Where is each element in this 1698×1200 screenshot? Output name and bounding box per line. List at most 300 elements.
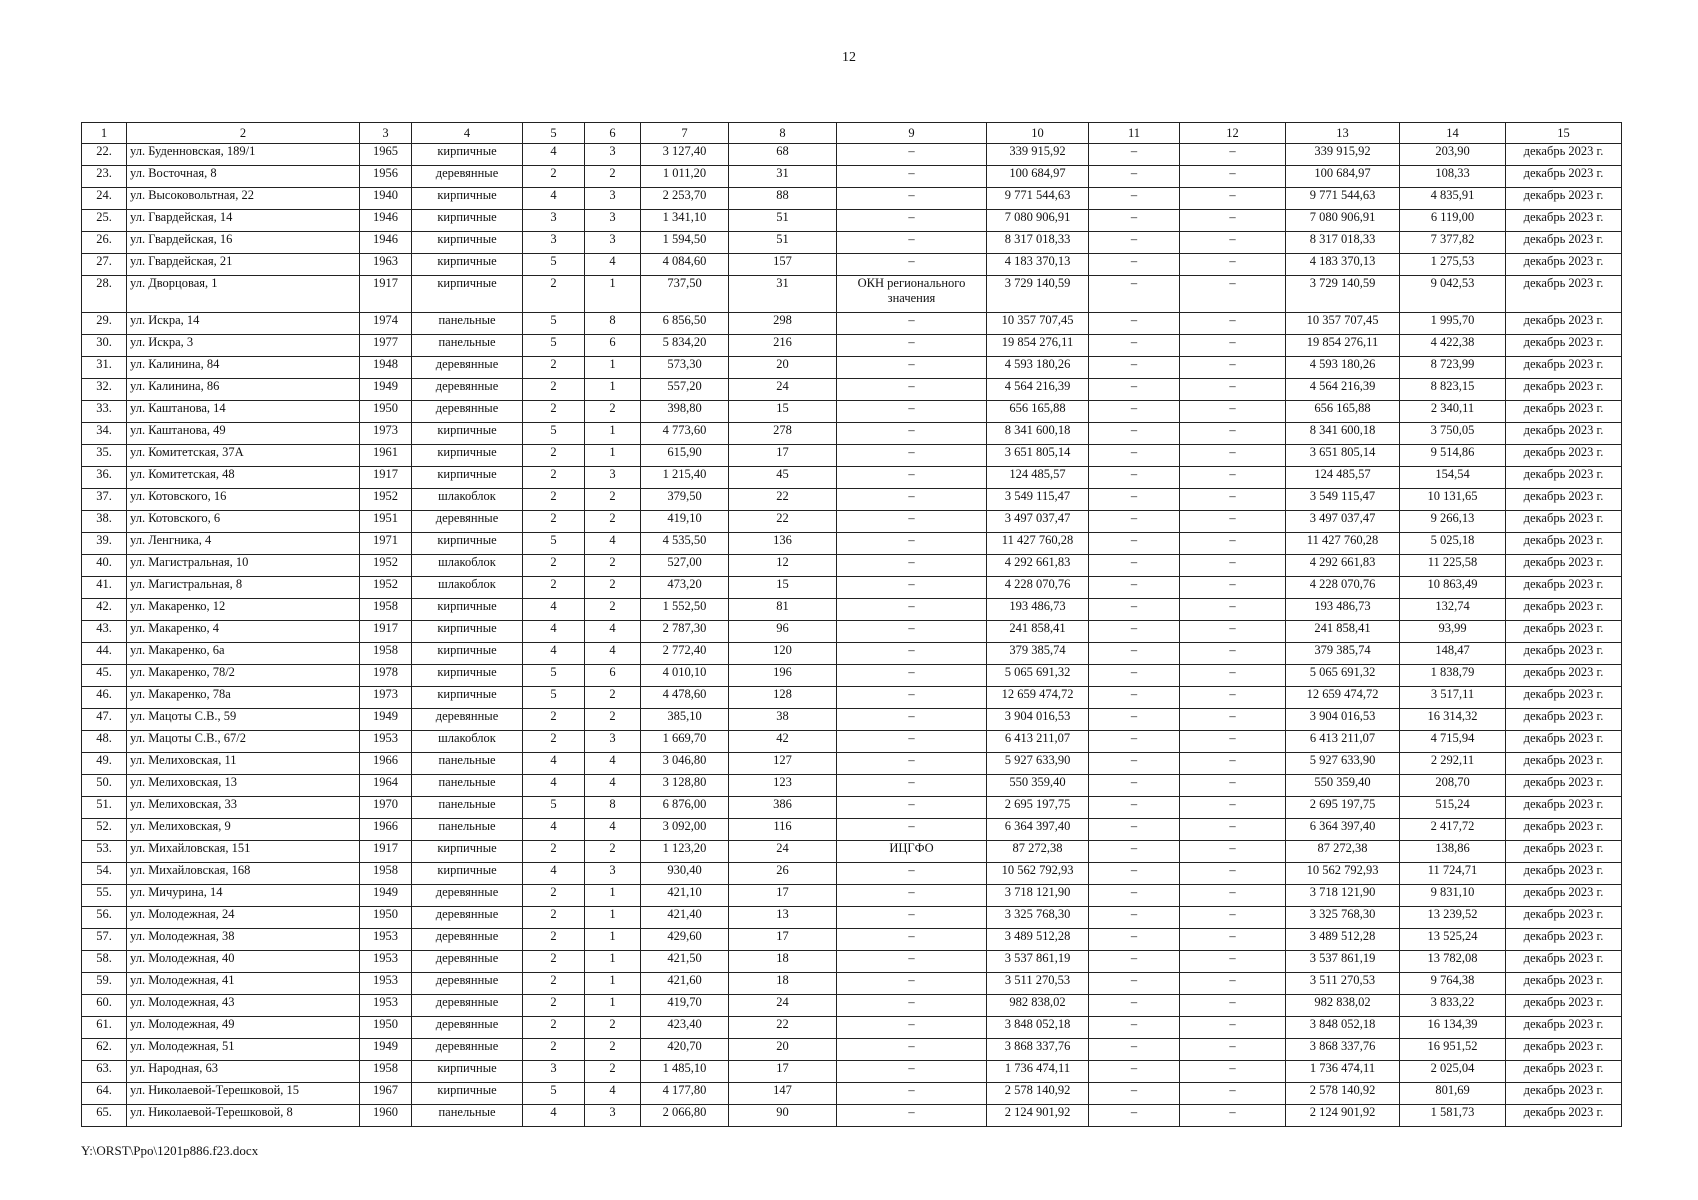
table-cell: 16 314,32	[1400, 709, 1506, 731]
table-row	[82, 533, 1622, 555]
table-row	[82, 665, 1622, 687]
table-row	[82, 555, 1622, 577]
table-row	[82, 995, 1622, 1017]
table-cell: –	[837, 144, 987, 166]
table-cell: 1953	[360, 973, 412, 995]
table-cell: 3 729 140,59	[1286, 276, 1400, 313]
table-cell: 13 239,52	[1400, 907, 1506, 929]
table-cell: –	[1089, 797, 1180, 819]
table-cell: 5	[523, 687, 585, 709]
table-cell: –	[837, 379, 987, 401]
table-cell: 44.	[82, 643, 127, 665]
table-cell: 4 228 070,76	[1286, 577, 1400, 599]
table-cell: 1951	[360, 511, 412, 533]
table-cell: 2	[523, 1039, 585, 1061]
column-header: 4	[412, 123, 523, 144]
table-cell: ул. Макаренко, 4	[127, 621, 360, 643]
table-cell: 4	[585, 775, 641, 797]
table-cell: –	[1180, 995, 1286, 1017]
table-cell: 1 594,50	[641, 232, 729, 254]
table-cell: 930,40	[641, 863, 729, 885]
table-cell: декабрь 2023 г.	[1506, 841, 1622, 863]
table-row	[82, 379, 1622, 401]
table-cell: 527,00	[641, 555, 729, 577]
table-cell: ул. Молодежная, 38	[127, 929, 360, 951]
table-cell: декабрь 2023 г.	[1506, 621, 1622, 643]
table-cell: 1977	[360, 335, 412, 357]
table-cell: декабрь 2023 г.	[1506, 254, 1622, 276]
table-cell: декабрь 2023 г.	[1506, 1083, 1622, 1105]
table-cell: ул. Котовского, 16	[127, 489, 360, 511]
table-header-row	[82, 123, 1622, 144]
table-cell: 3 497 037,47	[987, 511, 1089, 533]
table-cell: –	[837, 907, 987, 929]
table-cell: деревянные	[412, 1017, 523, 1039]
table-cell: –	[1089, 144, 1180, 166]
table-cell: декабрь 2023 г.	[1506, 577, 1622, 599]
table-cell: 339 915,92	[987, 144, 1089, 166]
table-cell: 31	[729, 276, 837, 313]
table-row	[82, 841, 1622, 863]
table-cell: –	[1089, 401, 1180, 423]
table-row	[82, 951, 1622, 973]
table-cell: 801,69	[1400, 1083, 1506, 1105]
table-cell: 8 317 018,33	[987, 232, 1089, 254]
file-path-footer: Y:\ORST\Ppo\1201p886.f23.docx	[81, 1143, 259, 1158]
table-cell: 1958	[360, 863, 412, 885]
table-cell: 5	[523, 254, 585, 276]
table-cell: 5	[523, 533, 585, 555]
table-cell: 6 876,00	[641, 797, 729, 819]
table-cell: 1946	[360, 210, 412, 232]
table-cell: 2	[585, 1061, 641, 1083]
table-cell: 2	[585, 511, 641, 533]
table-cell: ул. Гвардейская, 21	[127, 254, 360, 276]
table-cell: ул. Искра, 14	[127, 313, 360, 335]
table-cell: 68	[729, 144, 837, 166]
table-cell: 5 834,20	[641, 335, 729, 357]
table-cell: 1971	[360, 533, 412, 555]
table-cell: кирпичные	[412, 445, 523, 467]
table-cell: 5	[523, 665, 585, 687]
table-cell: кирпичные	[412, 1083, 523, 1105]
table-cell: –	[837, 929, 987, 951]
table-cell: ул. Макаренко, 78а	[127, 687, 360, 709]
table-cell: декабрь 2023 г.	[1506, 1017, 1622, 1039]
table-cell: –	[1089, 1039, 1180, 1061]
table-cell: 28.	[82, 276, 127, 313]
table-cell: 17	[729, 1061, 837, 1083]
table-cell: –	[837, 885, 987, 907]
table-row	[82, 599, 1622, 621]
table-cell: 385,10	[641, 709, 729, 731]
table-cell: кирпичные	[412, 423, 523, 445]
table-cell: 3 046,80	[641, 753, 729, 775]
column-header: 5	[523, 123, 585, 144]
table-cell: –	[1089, 775, 1180, 797]
table-cell: 203,90	[1400, 144, 1506, 166]
table-cell: ул. Мелиховская, 33	[127, 797, 360, 819]
table-cell: 8	[585, 313, 641, 335]
table-cell: 1956	[360, 166, 412, 188]
table-cell: 90	[729, 1105, 837, 1127]
table-cell: –	[1089, 1083, 1180, 1105]
table-cell: –	[837, 423, 987, 445]
table-cell: 8	[585, 797, 641, 819]
table-cell: 1958	[360, 643, 412, 665]
table-cell: 1966	[360, 753, 412, 775]
table-cell: –	[837, 1083, 987, 1105]
table-cell: –	[1089, 254, 1180, 276]
table-cell: 420,70	[641, 1039, 729, 1061]
table-cell: 34.	[82, 423, 127, 445]
table-cell: декабрь 2023 г.	[1506, 1039, 1622, 1061]
table-cell: 10 863,49	[1400, 577, 1506, 599]
table-cell: 1952	[360, 577, 412, 599]
table-cell: –	[1089, 951, 1180, 973]
table-cell: деревянные	[412, 885, 523, 907]
table-cell: 3	[585, 467, 641, 489]
table-row	[82, 401, 1622, 423]
table-cell: 4 773,60	[641, 423, 729, 445]
table-row	[82, 144, 1622, 166]
table-cell: 6 413 211,07	[1286, 731, 1400, 753]
table-cell: 1 123,20	[641, 841, 729, 863]
table-cell: 88	[729, 188, 837, 210]
table-cell: ОКН регионального значения	[837, 276, 987, 313]
table-cell: –	[1180, 1039, 1286, 1061]
column-header: 1	[82, 123, 127, 144]
table-row	[82, 621, 1622, 643]
table-cell: 37.	[82, 489, 127, 511]
table-cell: –	[1180, 643, 1286, 665]
table-cell: 132,74	[1400, 599, 1506, 621]
table-cell: 3	[585, 731, 641, 753]
table-cell: –	[837, 533, 987, 555]
column-header: 7	[641, 123, 729, 144]
table-cell: 3 127,40	[641, 144, 729, 166]
table-cell: 3 904 016,53	[1286, 709, 1400, 731]
table-cell: 24	[729, 379, 837, 401]
table-cell: 4	[585, 643, 641, 665]
table-cell: 398,80	[641, 401, 729, 423]
table-cell: 47.	[82, 709, 127, 731]
table-cell: ул. Мелиховская, 13	[127, 775, 360, 797]
table-cell: –	[837, 1017, 987, 1039]
table-row	[82, 232, 1622, 254]
table-cell: –	[1180, 907, 1286, 929]
table-cell: декабрь 2023 г.	[1506, 731, 1622, 753]
table-cell: 1	[585, 885, 641, 907]
table-cell: ул. Гвардейская, 14	[127, 210, 360, 232]
table-cell: 4	[523, 775, 585, 797]
table-cell: кирпичные	[412, 863, 523, 885]
column-header: 13	[1286, 123, 1400, 144]
table-cell: декабрь 2023 г.	[1506, 533, 1622, 555]
table-cell: ул. Высоковольтная, 22	[127, 188, 360, 210]
table-row	[82, 885, 1622, 907]
table-cell: –	[837, 166, 987, 188]
table-cell: –	[837, 401, 987, 423]
table-cell: 12 659 474,72	[987, 687, 1089, 709]
table-cell: –	[1089, 753, 1180, 775]
table-cell: 196	[729, 665, 837, 687]
table-cell: декабрь 2023 г.	[1506, 335, 1622, 357]
table-cell: 1 552,50	[641, 599, 729, 621]
column-header: 9	[837, 123, 987, 144]
table-cell: 1950	[360, 1017, 412, 1039]
table-cell: 5	[523, 1083, 585, 1105]
table-cell: 5 927 633,90	[987, 753, 1089, 775]
table-cell: ул. Михайловская, 168	[127, 863, 360, 885]
table-cell: ул. Мацоты С.В., 59	[127, 709, 360, 731]
table-cell: 421,10	[641, 885, 729, 907]
table-cell: –	[1180, 1017, 1286, 1039]
table-cell: 10 357 707,45	[1286, 313, 1400, 335]
table-cell: 339 915,92	[1286, 144, 1400, 166]
table-row	[82, 313, 1622, 335]
table-cell: 2 124 901,92	[987, 1105, 1089, 1127]
table-cell: ул. Молодежная, 41	[127, 973, 360, 995]
table-cell: 557,20	[641, 379, 729, 401]
table-cell: деревянные	[412, 709, 523, 731]
table-cell: 2	[585, 841, 641, 863]
table-cell: 108,33	[1400, 166, 1506, 188]
table-row	[82, 1105, 1622, 1127]
table-cell: –	[837, 599, 987, 621]
table-cell: 45.	[82, 665, 127, 687]
table-row	[82, 819, 1622, 841]
table-cell: 9 771 544,63	[1286, 188, 1400, 210]
table-cell: 23.	[82, 166, 127, 188]
table-cell: 31	[729, 166, 837, 188]
table-cell: ул. Котовского, 6	[127, 511, 360, 533]
table-cell: 4 292 661,83	[1286, 555, 1400, 577]
table-cell: 1	[585, 929, 641, 951]
table-cell: 3 848 052,18	[1286, 1017, 1400, 1039]
table-cell: –	[1180, 166, 1286, 188]
table-cell: –	[1180, 951, 1286, 973]
table-cell: деревянные	[412, 929, 523, 951]
table-cell: 46.	[82, 687, 127, 709]
table-cell: 2	[585, 555, 641, 577]
table-row	[82, 489, 1622, 511]
table-cell: 81	[729, 599, 837, 621]
table-cell: ул. Молодежная, 49	[127, 1017, 360, 1039]
table-cell: 1965	[360, 144, 412, 166]
table-cell: 1	[585, 379, 641, 401]
table-cell: –	[1180, 599, 1286, 621]
table-cell: 4 564 216,39	[987, 379, 1089, 401]
table-cell: декабрь 2023 г.	[1506, 665, 1622, 687]
table-cell: 2 124 901,92	[1286, 1105, 1400, 1127]
table-cell: 27.	[82, 254, 127, 276]
table-cell: декабрь 2023 г.	[1506, 929, 1622, 951]
table-cell: 1950	[360, 401, 412, 423]
table-cell: 1966	[360, 819, 412, 841]
table-cell: –	[1180, 709, 1286, 731]
table-cell: –	[1089, 489, 1180, 511]
table-cell: 3 833,22	[1400, 995, 1506, 1017]
table-cell: –	[837, 555, 987, 577]
table-cell: –	[837, 995, 987, 1017]
table-cell: –	[1089, 687, 1180, 709]
table-cell: 8 723,99	[1400, 357, 1506, 379]
table-cell: –	[1180, 467, 1286, 489]
table-cell: –	[837, 577, 987, 599]
table-cell: –	[1089, 841, 1180, 863]
table-cell: –	[1180, 775, 1286, 797]
table-cell: ул. Макаренко, 78/2	[127, 665, 360, 687]
table-cell: деревянные	[412, 166, 523, 188]
table-cell: 5 025,18	[1400, 533, 1506, 555]
table-cell: декабрь 2023 г.	[1506, 951, 1622, 973]
table-cell: декабрь 2023 г.	[1506, 885, 1622, 907]
table-cell: 2	[523, 379, 585, 401]
table-cell: 29.	[82, 313, 127, 335]
table-cell: деревянные	[412, 379, 523, 401]
table-cell: 1 215,40	[641, 467, 729, 489]
table-cell: 1958	[360, 599, 412, 621]
table-cell: –	[1089, 731, 1180, 753]
table-cell: 9 771 544,63	[987, 188, 1089, 210]
table-cell: 2	[523, 555, 585, 577]
table-row	[82, 467, 1622, 489]
table-cell: 1 011,20	[641, 166, 729, 188]
table-cell: 1	[585, 995, 641, 1017]
table-cell: 3 489 512,28	[987, 929, 1089, 951]
table-cell: –	[1089, 577, 1180, 599]
table-row	[82, 276, 1622, 313]
table-cell: 1 736 474,11	[987, 1061, 1089, 1083]
table-cell: 1	[585, 423, 641, 445]
table-cell: –	[1089, 335, 1180, 357]
table-cell: –	[1089, 313, 1180, 335]
table-cell: 24	[729, 841, 837, 863]
table-cell: –	[1089, 643, 1180, 665]
table-cell: 35.	[82, 445, 127, 467]
table-row	[82, 357, 1622, 379]
table-cell: 120	[729, 643, 837, 665]
table-cell: 3 128,80	[641, 775, 729, 797]
table-cell: кирпичные	[412, 599, 523, 621]
table-cell: 15	[729, 577, 837, 599]
table-cell: 4 228 070,76	[987, 577, 1089, 599]
table-cell: 2 578 140,92	[987, 1083, 1089, 1105]
table-cell: кирпичные	[412, 841, 523, 863]
table-cell: 1960	[360, 1105, 412, 1127]
table-cell: ул. Молодежная, 43	[127, 995, 360, 1017]
table-cell: ул. Ленгника, 4	[127, 533, 360, 555]
table-cell: –	[1089, 276, 1180, 313]
table-cell: –	[837, 621, 987, 643]
table-cell: 9 831,10	[1400, 885, 1506, 907]
table-cell: 4	[523, 1105, 585, 1127]
table-cell: 982 838,02	[1286, 995, 1400, 1017]
table-cell: 3 092,00	[641, 819, 729, 841]
table-cell: 2	[523, 489, 585, 511]
table-cell: 2 578 140,92	[1286, 1083, 1400, 1105]
table-cell: 2	[585, 401, 641, 423]
table-cell: деревянные	[412, 907, 523, 929]
table-cell: 18	[729, 973, 837, 995]
table-cell: ул. Комитетская, 37А	[127, 445, 360, 467]
table-cell: декабрь 2023 г.	[1506, 144, 1622, 166]
table-cell: –	[1089, 929, 1180, 951]
table-row	[82, 1061, 1622, 1083]
table-cell: –	[837, 863, 987, 885]
table-cell: –	[837, 188, 987, 210]
table-cell: кирпичные	[412, 210, 523, 232]
table-cell: панельные	[412, 1105, 523, 1127]
table-row	[82, 423, 1622, 445]
table-cell: 3 718 121,90	[1286, 885, 1400, 907]
table-cell: 4	[585, 621, 641, 643]
table-cell: –	[1089, 665, 1180, 687]
table-cell: 58.	[82, 951, 127, 973]
table-cell: 3 325 768,30	[987, 907, 1089, 929]
table-cell: 6	[585, 665, 641, 687]
table-cell: 30.	[82, 335, 127, 357]
table-cell: панельные	[412, 753, 523, 775]
table-row	[82, 731, 1622, 753]
table-cell: 5	[523, 335, 585, 357]
table-cell: 8 341 600,18	[987, 423, 1089, 445]
table-cell: ул. Мичурина, 14	[127, 885, 360, 907]
table-cell: 16 134,39	[1400, 1017, 1506, 1039]
table-cell: кирпичные	[412, 533, 523, 555]
table-cell: деревянные	[412, 1039, 523, 1061]
table-cell: декабрь 2023 г.	[1506, 599, 1622, 621]
table-cell: ул. Восточная, 8	[127, 166, 360, 188]
table-cell: ул. Калинина, 84	[127, 357, 360, 379]
table-cell: 4 835,91	[1400, 188, 1506, 210]
table-cell: 87 272,38	[1286, 841, 1400, 863]
table-row	[82, 753, 1622, 775]
table-row	[82, 166, 1622, 188]
table-cell: 1 669,70	[641, 731, 729, 753]
table-cell: 4	[523, 188, 585, 210]
table-cell: –	[1089, 533, 1180, 555]
table-cell: 11 427 760,28	[987, 533, 1089, 555]
table-cell: 10 562 792,93	[1286, 863, 1400, 885]
table-cell: 2	[523, 1017, 585, 1039]
table-cell: –	[1180, 313, 1286, 335]
table-cell: 15	[729, 401, 837, 423]
table-cell: 429,60	[641, 929, 729, 951]
table-cell: 193 486,73	[987, 599, 1089, 621]
table-cell: –	[1089, 819, 1180, 841]
table-cell: 421,40	[641, 907, 729, 929]
table-cell: 1973	[360, 687, 412, 709]
buildings-table	[81, 122, 1622, 1127]
table-cell: 40.	[82, 555, 127, 577]
table-cell: 379 385,74	[1286, 643, 1400, 665]
table-cell: –	[1089, 885, 1180, 907]
table-cell: 1	[585, 973, 641, 995]
table-cell: декабрь 2023 г.	[1506, 1061, 1622, 1083]
table-cell: декабрь 2023 г.	[1506, 1105, 1622, 1127]
table-cell: декабрь 2023 г.	[1506, 819, 1622, 841]
table-cell: 2	[523, 951, 585, 973]
table-cell: 3	[523, 232, 585, 254]
table-cell: 9 764,38	[1400, 973, 1506, 995]
table-cell: 3 497 037,47	[1286, 511, 1400, 533]
table-cell: 1978	[360, 665, 412, 687]
table-cell: кирпичные	[412, 232, 523, 254]
table-row	[82, 687, 1622, 709]
table-cell: 123	[729, 775, 837, 797]
